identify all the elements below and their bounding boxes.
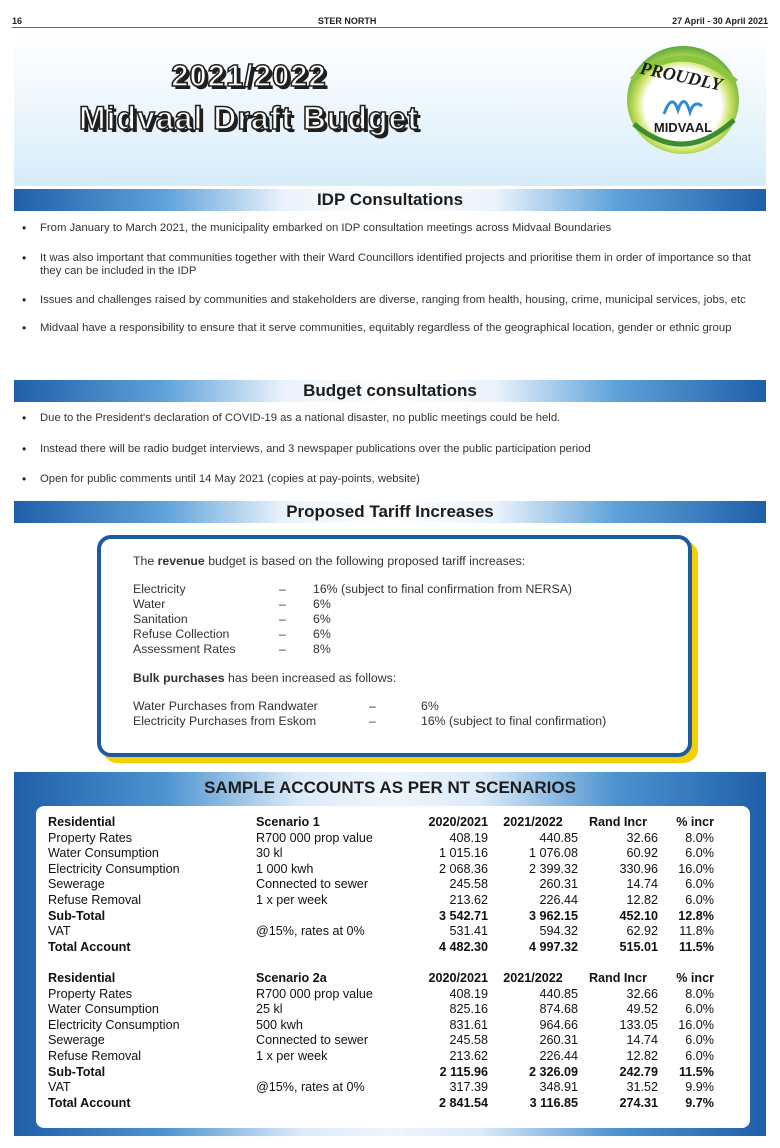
table-row — [48, 1080, 728, 1096]
table-cell: 14.74 — [626, 877, 658, 892]
tariff-row: Water – 6% — [133, 597, 331, 611]
table-row — [48, 1096, 728, 1112]
table-cell: 2 068.36 — [438, 861, 488, 876]
tariff-intro: The revenue budget is based on the following proposed tariff increases: — [133, 554, 526, 568]
table-cell: 60.92 — [626, 846, 658, 861]
table-cell: @15%, rates at 0% — [256, 924, 365, 939]
table-cell: 2 115.96 — [439, 1064, 488, 1079]
table-cell: 226.44 — [539, 892, 578, 907]
table-cell: 260.31 — [539, 1033, 578, 1048]
tariff-row: Electricity – 16% (subject to final confirmation from NERSA) — [133, 582, 573, 596]
table-cell: 348.91 — [539, 1080, 578, 1095]
table-cell: Property Rates — [48, 830, 132, 845]
bulk-intro: Bulk purchases has been increased as follows: — [133, 671, 397, 685]
table-cell: 2 399.32 — [528, 861, 578, 876]
table-cell: 1 076.08 — [528, 846, 578, 861]
table-cell — [256, 1065, 406, 1081]
list-item: • Due to the President's declaration of COVID-19 as a national disaster, no public meetings could be held. — [22, 412, 756, 426]
table-cell: Water Consumption — [48, 846, 159, 861]
svg-text:MIDVAAL: MIDVAAL — [653, 120, 713, 135]
table-cell: 11.8% — [679, 924, 714, 939]
table-cell: 6.0% — [685, 1002, 714, 1017]
table-cell: 4 997.32 — [528, 939, 578, 954]
table-cell: Refuse Removal — [48, 892, 142, 907]
table-cell: 11.5% — [678, 1064, 714, 1079]
table-cell: 8.0% — [685, 986, 714, 1001]
table-cell: 49.52 — [626, 1002, 658, 1017]
column-header: Scenario 2a — [256, 971, 327, 985]
table-cell: Connected to sewer — [256, 877, 369, 892]
column-header: 2021/2022 — [503, 971, 563, 985]
list-item: • From January to March 2021, the municipality embarked on IDP consultation meetings across Midvaal Boundaries — [22, 222, 756, 236]
table-cell: 245.58 — [449, 877, 488, 892]
bulk-row: Electricity Purchases from Eskom – 16% (subject to final confirmation) — [133, 714, 607, 728]
table-cell: 3 962.15 — [528, 908, 578, 923]
table-cell: 500 kwh — [256, 1017, 303, 1032]
table-cell: 330.96 — [619, 861, 658, 876]
table-cell: 32.66 — [626, 830, 658, 845]
table-row — [48, 909, 728, 925]
table-cell: 831.61 — [449, 1017, 488, 1032]
table-cell: 6.0% — [685, 846, 714, 861]
table-cell: 4 482.30 — [438, 939, 488, 954]
table-cell: 16.0% — [678, 861, 714, 876]
table-row — [48, 862, 728, 878]
page-number: 16 — [12, 15, 23, 26]
table-cell: 9.9% — [685, 1080, 714, 1095]
column-header: Rand Incr — [588, 971, 648, 985]
table-cell: 16.0% — [678, 1017, 714, 1032]
table-header-row — [48, 971, 728, 987]
table-cell: 1 015.16 — [438, 846, 488, 861]
table-cell: 30 kl — [256, 846, 283, 861]
table-cell: Electricity Consumption — [48, 1017, 180, 1032]
table-cell — [256, 1096, 406, 1112]
table-cell: 531.41 — [449, 924, 488, 939]
table-row — [48, 893, 728, 909]
column-header: Scenario 1 — [256, 815, 320, 829]
table-cell: Sub-Total — [48, 1064, 106, 1079]
list-item: • It was also important that communities together with their Ward Councillors identified projects and prioritise them in order of importance so that they can be included in the IDP — [22, 252, 756, 279]
list-item: • Open for public comments until 14 May 2021 (copies at pay-points, website) — [22, 473, 756, 487]
table-row — [48, 987, 728, 1003]
svg-text:PROUDLY: PROUDLY — [638, 57, 725, 95]
table-cell: 594.32 — [539, 924, 578, 939]
table-cell: 874.68 — [539, 1002, 578, 1017]
table-cell: 964.66 — [539, 1017, 578, 1032]
column-header: 2020/2021 — [428, 815, 488, 829]
table-cell: VAT — [48, 1080, 71, 1095]
tariff-row: Sanitation – 6% — [133, 612, 331, 626]
table-cell: 2 841.54 — [438, 1095, 488, 1110]
scenario-1-table — [48, 815, 728, 955]
table-cell — [256, 940, 406, 956]
table-cell: 12.82 — [626, 1048, 658, 1063]
budget-bullet-list — [22, 412, 756, 487]
table-cell: 1 x per week — [256, 892, 328, 907]
table-cell: 2 326.09 — [528, 1064, 578, 1079]
column-header: % incr — [676, 971, 714, 985]
table-cell: 245.58 — [449, 1033, 488, 1048]
table-cell: 408.19 — [449, 986, 488, 1001]
table-cell: VAT — [48, 924, 71, 939]
bulk-row: Water Purchases from Randwater – 6% — [133, 699, 439, 713]
table-cell: 133.05 — [619, 1017, 658, 1032]
proudly-midvaal-logo — [624, 40, 742, 158]
table-row — [48, 1065, 728, 1081]
table-cell: Total Account — [48, 939, 131, 954]
column-header: Residential — [48, 815, 116, 829]
table-row — [48, 1049, 728, 1065]
table-cell: 14.74 — [626, 1033, 658, 1048]
table-cell: 6.0% — [685, 877, 714, 892]
list-item: • Instead there will be radio budget interviews, and 3 newspaper publications over the public participation period — [22, 443, 756, 457]
table-cell: Sewerage — [48, 877, 105, 892]
hero-title-main: Midvaal Draft Budget — [78, 100, 420, 136]
issue-date: 27 April - 30 April 2021 — [672, 15, 768, 26]
table-cell: 274.31 — [619, 1095, 658, 1110]
table-cell: 242.79 — [619, 1064, 658, 1079]
table-cell: 3 116.85 — [529, 1095, 578, 1110]
table-cell: 408.19 — [449, 830, 488, 845]
sample-panel — [36, 806, 750, 1128]
table-cell: 8.0% — [685, 830, 714, 845]
table-cell: 9.7% — [685, 1095, 714, 1110]
table-cell: 62.92 — [626, 924, 658, 939]
table-cell: Property Rates — [48, 986, 132, 1001]
tariff-heading-bar — [14, 501, 766, 523]
scenario-2a-table — [48, 971, 728, 1111]
column-header: 2021/2022 — [503, 815, 563, 829]
table-row — [48, 1018, 728, 1034]
table-cell: Connected to sewer — [256, 1033, 369, 1048]
table-row — [48, 877, 728, 893]
column-header: Rand Incr — [588, 815, 648, 829]
table-cell: Sewerage — [48, 1033, 105, 1048]
column-header: % incr — [676, 815, 714, 829]
sample-accounts-section — [14, 772, 766, 1136]
idp-bullet-list — [22, 222, 756, 336]
table-cell: 12.82 — [626, 892, 658, 907]
table-row — [48, 924, 728, 940]
table-cell: 213.62 — [449, 892, 488, 907]
hero-title-year: 2021/2022 — [171, 58, 327, 93]
table-cell: 1 000 kwh — [256, 861, 314, 876]
table-cell: Sub-Total — [48, 908, 106, 923]
tariff-row: Refuse Collection – 6% — [133, 627, 331, 641]
table-cell: 825.16 — [449, 1002, 488, 1017]
table-header-row — [48, 815, 728, 831]
table-cell: @15%, rates at 0% — [256, 1080, 365, 1095]
sample-heading: SAMPLE ACCOUNTS AS PER NT SCENARIOS — [204, 778, 576, 797]
table-cell: R700 000 prop value — [256, 830, 373, 845]
column-header: Residential — [48, 971, 116, 985]
column-header: 2020/2021 — [428, 971, 488, 985]
table-row — [48, 831, 728, 847]
running-header — [12, 14, 768, 28]
table-cell: 6.0% — [685, 1048, 714, 1063]
table-cell: 25 kl — [256, 1002, 283, 1017]
table-cell: 515.01 — [619, 939, 658, 954]
tariff-row: Assessment Rates – 8% — [133, 642, 331, 656]
hero-banner — [14, 34, 766, 186]
table-cell: 6.0% — [685, 1033, 714, 1048]
table-cell: 11.5% — [678, 939, 714, 954]
table-cell: 1 x per week — [256, 1048, 328, 1063]
table-cell: 452.10 — [619, 908, 658, 923]
table-row — [48, 1002, 728, 1018]
table-cell: 3 542.71 — [438, 908, 488, 923]
tariff-box — [97, 535, 692, 757]
table-row — [48, 846, 728, 862]
table-cell: Water Consumption — [48, 1002, 159, 1017]
idp-heading-bar — [14, 189, 766, 211]
table-cell: 31.52 — [626, 1080, 658, 1095]
table-row — [48, 940, 728, 956]
table-cell: 12.8% — [678, 908, 714, 923]
table-cell: 213.62 — [449, 1048, 488, 1063]
table-cell — [256, 909, 406, 925]
list-item: • Issues and challenges raised by communities and stakeholders are diverse, ranging from health, housing, crime, municipal services, jobs, etc — [22, 294, 756, 308]
table-row — [48, 1033, 728, 1049]
table-cell: 6.0% — [685, 892, 714, 907]
table-cell: Electricity Consumption — [48, 861, 180, 876]
budget-heading: Budget consultations — [303, 381, 477, 400]
table-cell: 440.85 — [539, 986, 578, 1001]
list-item: • Midvaal have a responsibility to ensure that it serve communities, equitably regardless of the geographical location, gender or ethnic group — [22, 322, 756, 336]
tariff-heading: Proposed Tariff Increases — [286, 502, 494, 521]
table-cell: Refuse Removal — [48, 1048, 142, 1063]
table-cell: Total Account — [48, 1095, 131, 1110]
table-cell: 32.66 — [626, 986, 658, 1001]
publication-name: STER NORTH — [317, 15, 377, 26]
idp-heading: IDP Consultations — [316, 190, 464, 209]
table-cell: 317.39 — [449, 1080, 488, 1095]
table-cell: 226.44 — [539, 1048, 578, 1063]
budget-heading-bar — [14, 380, 766, 402]
table-cell: 440.85 — [539, 830, 578, 845]
table-cell: 260.31 — [539, 877, 578, 892]
table-cell: R700 000 prop value — [256, 986, 373, 1001]
